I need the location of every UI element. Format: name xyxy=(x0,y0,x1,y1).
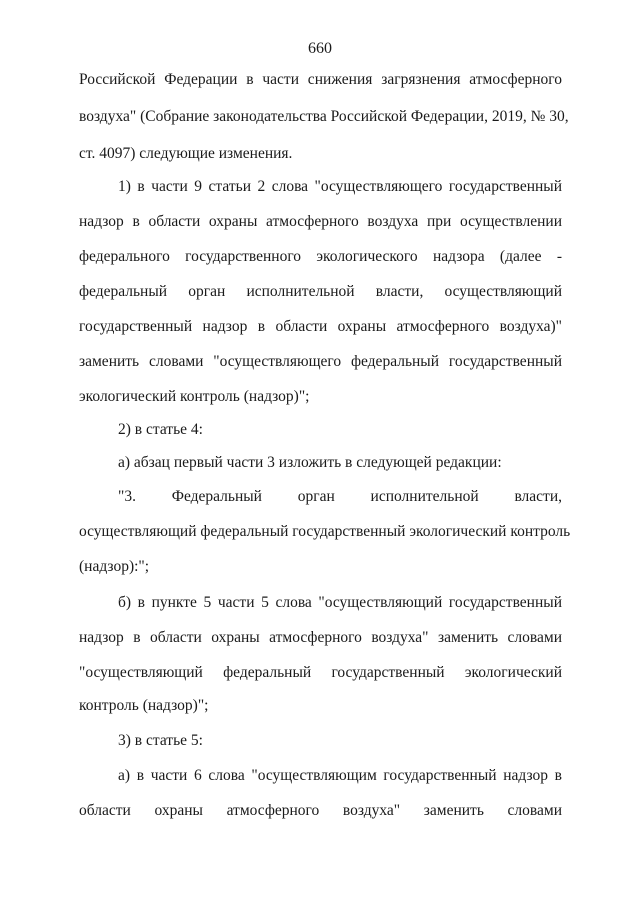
text-line: 2) в статье 4: xyxy=(118,421,203,438)
text-line: надзор в области охраны атмосферного воздуха" заменить словами xyxy=(79,629,562,646)
text-line: (надзор):"; xyxy=(79,558,150,575)
page-number: 660 xyxy=(308,40,332,57)
text-line: б) в пункте 5 части 5 слова "осуществляющий государственный xyxy=(118,594,562,611)
text-line: экологический контроль (надзор)"; xyxy=(79,388,310,405)
text-line: области охраны атмосферного воздуха" заменить словами xyxy=(79,802,562,819)
text-line: а) абзац первый части 3 изложить в следующей редакции: xyxy=(118,454,502,471)
text-line: а) в части 6 слова "осуществляющим государственный надзор в xyxy=(118,767,562,784)
text-line: надзор в области охраны атмосферного воздуха при осуществлении xyxy=(79,213,562,230)
text-line: заменить словами "осуществляющего федеральный государственный xyxy=(79,353,562,370)
text-line: государственный надзор в области охраны атмосферного воздуха)" xyxy=(79,318,562,335)
text-line: осуществляющий федеральный государственный экологический контроль xyxy=(79,523,571,540)
text-line: Российской Федерации в части снижения загрязнения атмосферного xyxy=(79,71,562,88)
text-line: воздуха" (Собрание законодательства Российской Федерации, 2019, № 30, xyxy=(79,108,569,125)
text-line: ст. 4097) следующие изменения. xyxy=(79,145,293,162)
text-line: контроль (надзор)"; xyxy=(79,697,209,714)
text-line: 3) в статье 5: xyxy=(118,732,203,749)
text-line: "осуществляющий федеральный государственный экологический xyxy=(79,664,562,681)
text-line: федерального государственного экологического надзора (далее - xyxy=(79,248,562,265)
text-line: "3. Федеральный орган исполнительной власти, xyxy=(118,488,562,505)
text-line: федеральный орган исполнительной власти, осуществляющий xyxy=(79,283,562,300)
text-line: 1) в части 9 статьи 2 слова "осуществляющего государственный xyxy=(118,178,562,195)
